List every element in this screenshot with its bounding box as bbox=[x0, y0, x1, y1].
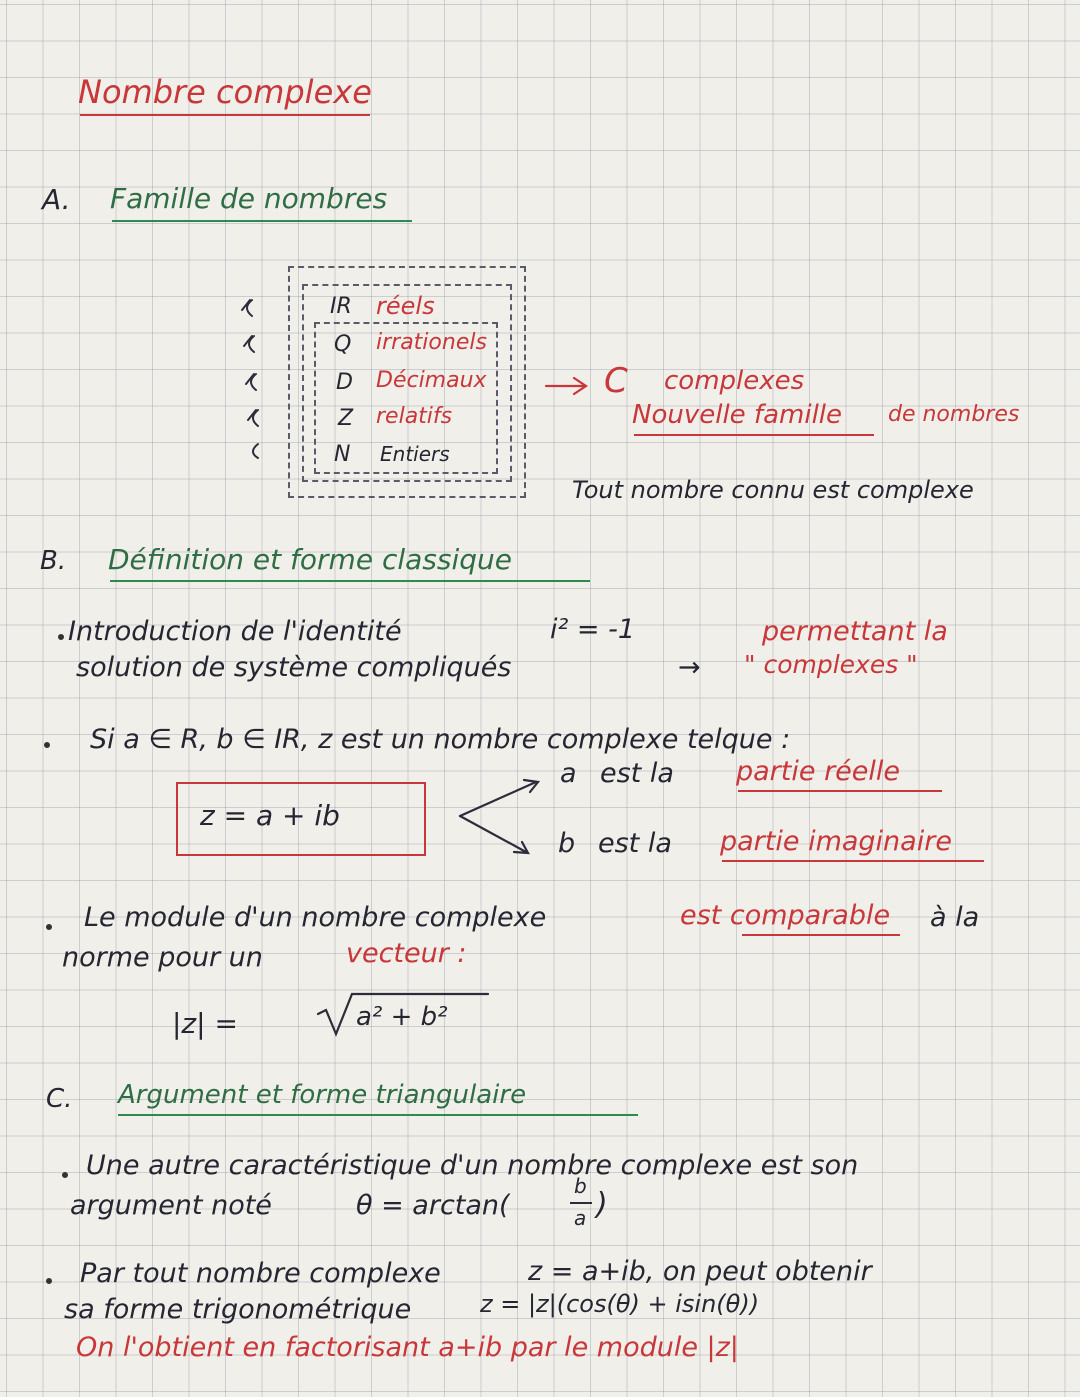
imag-part-term: partie imaginaire bbox=[720, 826, 952, 857]
fraction-numerator: b bbox=[574, 1174, 587, 1198]
set-symbol-z: Z bbox=[338, 406, 354, 431]
section-c-title: Argument et forme triangulaire bbox=[118, 1080, 527, 1110]
trig-line1-a: Par tout nombre complexe bbox=[80, 1258, 441, 1289]
fraction-bar bbox=[570, 1202, 592, 1204]
trig-line3: On l'obtient en factorisant a+ib par le module |z| bbox=[76, 1332, 739, 1363]
identity-formula: i² = -1 bbox=[550, 614, 636, 645]
bullet bbox=[62, 1172, 68, 1178]
intro-line2-a: solution de système compliqués bbox=[76, 652, 512, 683]
trig-line2-b: z = |z|(cos(θ) + isin(θ)) bbox=[480, 1290, 760, 1318]
page-title: Nombre complexe bbox=[78, 73, 372, 111]
module-line2-b: vecteur : bbox=[346, 938, 467, 969]
argument-line2-b: θ = arctan( bbox=[356, 1190, 510, 1221]
section-a-title: Famille de nombres bbox=[110, 182, 388, 215]
set-name-z: relatifs bbox=[376, 404, 453, 429]
argument-line2-a: argument noté bbox=[70, 1190, 272, 1221]
imag-part-b: b bbox=[558, 828, 576, 859]
section-b-label: B. bbox=[40, 546, 67, 576]
real-part-a: a bbox=[560, 758, 577, 789]
trig-line1-b: z = a+ib, on peut obtenir bbox=[528, 1256, 872, 1287]
bullet bbox=[46, 1278, 52, 1284]
module-line1-c: à la bbox=[930, 902, 980, 933]
set-name-d: Décimaux bbox=[376, 368, 487, 393]
intro-arrow-icon: → bbox=[678, 652, 701, 683]
imag-part-text: est la bbox=[598, 828, 672, 859]
formula-z: z = a + ib bbox=[200, 799, 340, 832]
module-formula-lhs: |z| = bbox=[172, 1007, 238, 1040]
set-symbol-d: D bbox=[336, 370, 353, 395]
section-b-title: Définition et forme classique bbox=[108, 543, 512, 576]
section-c-underline bbox=[118, 1114, 638, 1116]
module-formula-rhs: a² + b² bbox=[356, 1002, 448, 1032]
intro-line1-a: Introduction de l'identité bbox=[68, 616, 402, 647]
set-symbol-q: Q bbox=[334, 332, 352, 357]
complex-name: complexes bbox=[664, 366, 805, 396]
real-part-text: est la bbox=[600, 758, 674, 789]
definition-line: Si a ∈ R, b ∈ IR, z est un nombre complexe telque : bbox=[90, 724, 791, 755]
argument-line2-c: ) bbox=[596, 1187, 608, 1222]
intro-line1-b: permettant la bbox=[762, 616, 948, 647]
new-family: Nouvelle famille bbox=[632, 400, 843, 430]
real-part-term: partie réelle bbox=[736, 756, 901, 787]
argument-line1: Une autre caractéristique d'un nombre complexe est son bbox=[86, 1150, 859, 1181]
complex-symbol: C bbox=[604, 361, 628, 401]
new-family-tail: de nombres bbox=[888, 402, 1020, 427]
section-a-label: A. bbox=[42, 183, 71, 216]
set-symbol-n: N bbox=[334, 442, 351, 467]
module-line1-b: est comparable bbox=[680, 900, 891, 931]
module-line2-a: norme pour un bbox=[62, 942, 263, 973]
section-c-label: C. bbox=[46, 1084, 73, 1114]
all-complex-statement: Tout nombre connu est complexe bbox=[572, 476, 974, 504]
set-name-r: réels bbox=[376, 292, 435, 320]
trig-line2-a: sa forme trigonométrique bbox=[64, 1294, 412, 1325]
fraction-denominator: a bbox=[574, 1206, 587, 1230]
set-name-n: Entiers bbox=[380, 442, 450, 466]
intro-line2-b: " complexes " bbox=[744, 650, 918, 679]
set-name-q: irrationels bbox=[376, 330, 487, 355]
module-line1-a: Le module d'un nombre complexe bbox=[84, 902, 547, 933]
set-symbol-r: IR bbox=[330, 294, 352, 319]
